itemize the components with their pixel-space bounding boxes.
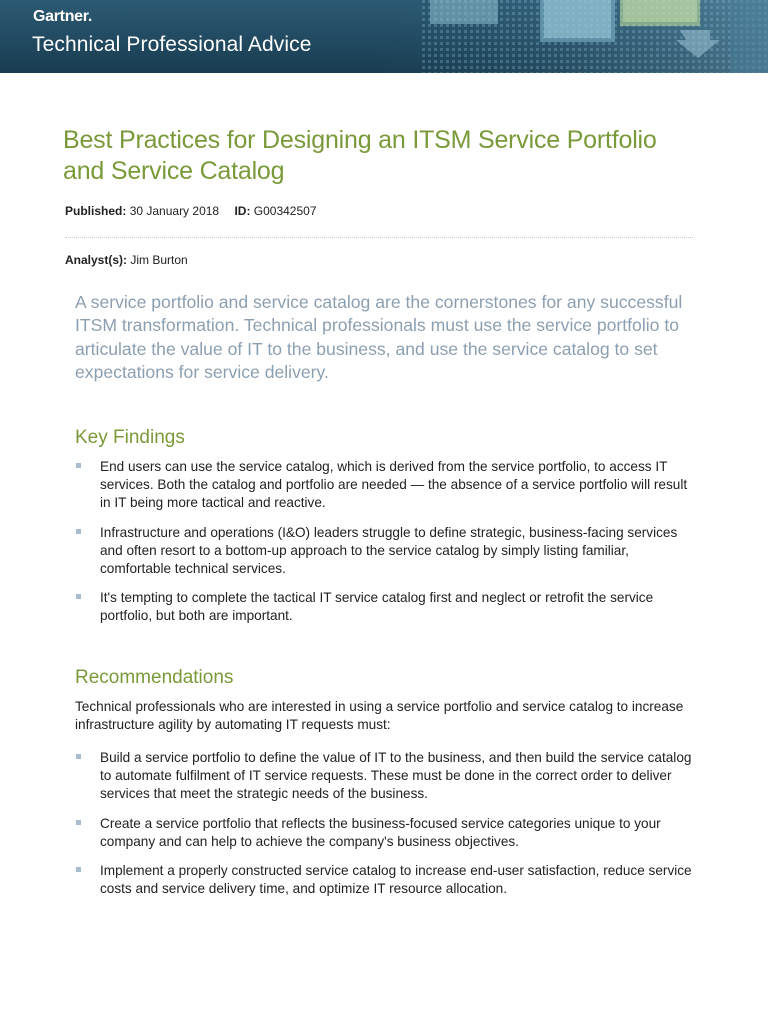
list-item (75, 458, 695, 513)
list-item (75, 749, 695, 804)
recommendations-intro: Technical professionals who are interested in using a service portfolio and service catalog to increase infrastructure agility by automating IT requests must: (75, 699, 684, 733)
bullet-icon (76, 594, 81, 599)
recommendation-text: Create a service portfolio that reflects the business-focused service categories unique to your company and can help to achieve the company's business objectives. (100, 815, 661, 849)
recommendation-text: Build a service portfolio to define the value of IT to the business, and then build the service catalog to automate fulfilment of IT service requests. These must be done in the correct order to deliver services that meet the strategic needs of the business. (100, 750, 692, 802)
bullet-icon (76, 463, 81, 468)
list-item (75, 524, 695, 579)
gartner-logo: Gartner. (33, 8, 92, 25)
document-id: G00342507 (253, 204, 317, 218)
finding-text: Infrastructure and operations (I&O) leaders struggle to define strategic, business-facing services and often resort to a bottom-up approach to the service catalog by simply listing familiar, comfortable technical services. (100, 524, 678, 577)
analyst-line (65, 253, 188, 267)
finding-text: End users can use the service catalog, which is derived from the service portfolio, to access IT services. Both the catalog and portfolio are needed — the absence of a service portfolio will result in IT being more tactical and reactive. (100, 459, 688, 511)
header-banner (0, 0, 768, 73)
publication-meta (65, 204, 317, 218)
bullet-icon (76, 754, 81, 759)
list-item (75, 589, 695, 625)
page-title: Best Practices for Designing an ITSM Service Portfolio and Service Catalog (63, 126, 657, 185)
list-item (75, 862, 695, 898)
bullet-icon (76, 820, 81, 825)
bullet-icon (76, 867, 81, 872)
key-findings-list (75, 458, 695, 637)
recommendation-text: Implement a properly constructed service catalog to increase end-user satisfaction, reduce service costs and service delivery time, and optimize IT resource allocation. (100, 863, 692, 897)
bullet-icon (76, 529, 81, 534)
id-label: ID: (234, 204, 251, 218)
finding-text: It's tempting to complete the tactical IT service catalog first and neglect or retrofit the service portfolio, but both are important. (100, 590, 654, 624)
analyst-label: Analyst(s): (65, 253, 128, 267)
published-label: Published: (65, 204, 127, 218)
summary-text: A service portfolio and service catalog are the cornerstones for any successful ITSM transformation. Technical professionals must use the service portfolio to articulate the value of IT to the business, and use the service catalog to set expectations for service delivery. (75, 292, 683, 382)
header-subtitle: Technical Professional Advice (32, 33, 312, 56)
list-item (75, 815, 695, 851)
recommendations-heading: Recommendations (75, 667, 234, 688)
banner-decoration (380, 0, 768, 73)
published-date: 30 January 2018 (129, 204, 220, 218)
analyst-name: Jim Burton (130, 253, 188, 267)
key-findings-heading: Key Findings (75, 427, 185, 448)
recommendations-list (75, 749, 695, 909)
dotted-divider (65, 237, 693, 238)
